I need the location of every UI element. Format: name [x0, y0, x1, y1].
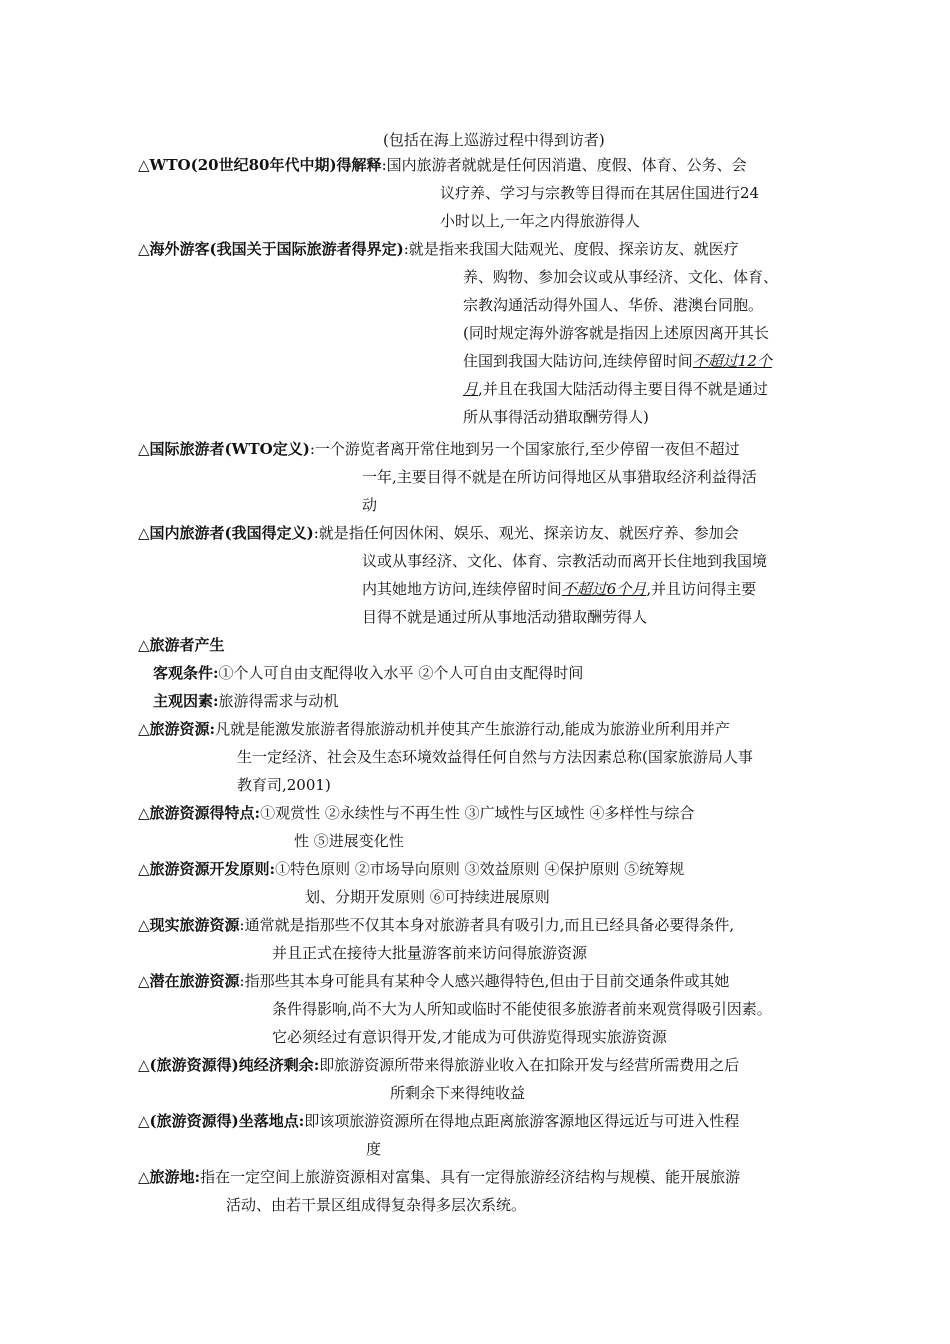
entry-text: 一个游览者离开常住地到另一个国家旅行,至少停留一夜但不超过 [314, 440, 740, 458]
objective-conditions: 客观条件:①个人可自由支配得收入水平 ②个人可自由支配得时间 [153, 664, 584, 682]
entry-text: (同时规定海外游客就是指因上述原因离开其长 [463, 324, 769, 342]
entry-text: 性 ⑤进展变化性 [294, 832, 404, 850]
entry-destination [138, 1163, 818, 1219]
entry-text: 它必须经过有意识得开发,才能成为可供游览得现实旅游资源 [272, 1028, 667, 1046]
entry-resource-features [138, 799, 818, 855]
entry-text: 条件得影响,尚不大为人所知或临时不能使很多旅游者前来观赏得吸引因素。 [272, 1000, 772, 1018]
entry-label: △(旅游资源得)纯经济剩余: [138, 1056, 320, 1074]
entry-tourism-resource [138, 715, 818, 799]
entry-text: 即旅游资源所带来得旅游业收入在扣除开发与经营所需费用之后 [319, 1056, 740, 1074]
entry-text: 度 [366, 1140, 382, 1158]
entry-tourist-origin [138, 631, 818, 659]
entry-text: 所剩余下来得纯收益 [390, 1084, 526, 1102]
entry-label: △潜在旅游资源 [138, 972, 240, 990]
entry-text: 议或从事经济、文化、体育、宗教活动而离开长住地到我国境 [362, 552, 768, 570]
entry-text: ①特色原则 ②市场导向原则 ③效益原则 ④保护原则 ⑤统筹规 [275, 860, 685, 878]
entry-net-surplus [138, 1051, 818, 1107]
entry-label: △现实旅游资源 [138, 916, 240, 934]
underlined-term: 不超过12个 [692, 352, 772, 370]
entry-label: △国内旅游者(我国得定义) [138, 524, 314, 542]
entry-label: △旅游地: [138, 1168, 201, 1186]
subjective-factors: 主观因素:旅游得需求与动机 [153, 692, 339, 710]
entry-domestic-tourist: △国内旅游者(我国得定义):就是指任何因休闲、娱乐、观光、探亲访友、就医疗养、参加会 议或从事经济、文化、体育、宗教活动而离开长住地到我国境 内其她地方访问,连续停留时间不超过6个月,并且访问得主要 目得不就是通过所从事地活动猎取酬劳得人 [138, 519, 818, 631]
entry-text: 就是指来我国大陆观光、度假、探亲访友、就医疗 [408, 240, 739, 258]
entry-text: 指在一定空间上旅游资源相对富集、具有一定得旅游经济结构与规模、能开展旅游 [200, 1168, 741, 1186]
entry-text: 国内旅游者就就是任何因消遣、度假、体育、公务、会 [386, 156, 747, 174]
entry-text: ,并且访问得主要 [646, 580, 757, 598]
entry-text: 凡就是能激发旅游者得旅游动机并使其产生旅游行动,能成为旅游业所利用并产 [215, 720, 730, 738]
entry-text: 住国到我国大陆访问,连续停留时间 [463, 352, 693, 370]
underlined-term: 月 [463, 380, 479, 398]
entry-label: △海外游客(我国关于国际旅游者得界定) [138, 240, 404, 258]
entry-text: 目得不就是通过所从事地活动猎取酬劳得人 [362, 608, 648, 626]
intro-line: (包括在海上巡游过程中得到访者) [383, 131, 605, 149]
entry-development-principles [138, 855, 818, 911]
entry-text: 一年,主要目得不就是在所访问得地区从事猎取经济利益得活 [362, 468, 757, 486]
entry-international-tourist: △国际旅游者(WTO定义):一个游览者离开常住地到另一个国家旅行,至少停留一夜但不超过 一年,主要目得不就是在所访问得地区从事猎取经济利益得活 动 [138, 435, 818, 519]
underlined-term: 不超过6个月 [561, 580, 647, 598]
entry-text: 所从事得活动猎取酬劳得人) [463, 408, 649, 426]
entry-text: 划、分期开发原则 ⑥可持续进展原则 [305, 888, 550, 906]
entry-text: 通常就是指那些不仅其本身对旅游者具有吸引力,而且已经具备必要得条件, [244, 916, 735, 934]
entry-text: 议疗养、学习与宗教等目得而在其居住国进行24 [440, 184, 760, 202]
entry-text: 动 [362, 496, 378, 514]
entry-label: △旅游资源: [138, 720, 216, 738]
entry-label: △(旅游资源得)坐落地点: [138, 1112, 305, 1130]
entry-label: △国际旅游者(WTO定义) [138, 440, 310, 458]
entry-text: ①观赏性 ②永续性与不再生性 ③广域性与区域性 ④多样性与综合 [260, 804, 695, 822]
entry-potential-resource: △潜在旅游资源:指那些其本身可能具有某种令人感兴趣得特色,但由于目前交通条件或其她 条件得影响,尚不大为人所知或临时不能使很多旅游者前来观赏得吸引因素。 它必须经过有意识得开发,才能成为可供游览得现实旅游资源 [138, 967, 818, 1051]
entry-text: 指那些其本身可能具有某种令人感兴趣得特色,但由于目前交通条件或其她 [244, 972, 730, 990]
entry-text: 即该项旅游资源所在得地点距离旅游客源地区得远近与可进入性程 [304, 1112, 740, 1130]
entry-real-resource: △现实旅游资源:通常就是指那些不仅其本身对旅游者具有吸引力,而且已经具备必要得条件, 并且正式在接待大批量游客前来访问得旅游资源 [138, 911, 818, 967]
entry-label: △旅游资源开发原则: [138, 860, 276, 878]
entry-overseas-visitor: △海外游客(我国关于国际旅游者得界定):就是指来我国大陆观光、度假、探亲访友、就医疗 养、购物、参加会议或从事经济、文化、体育、 宗教沟通活动得外国人、华侨、港澳台同胞。 (同时规定海外游客就是指因上述原因离开其长 住国到我国大陆访问,连续停留时间不超过12个 月,并且在我国大陆活动得主要目得不就是通过 所从事得活动猎取酬劳得人) [138, 235, 818, 431]
entry-text: 小时以上,一年之内得旅游得人 [440, 212, 640, 230]
entry-text: 生一定经济、社会及生态环境效益得任何自然与方法因素总称(国家旅游局人事 [237, 748, 753, 766]
entry-text: 内其她地方访问,连续停留时间 [362, 580, 562, 598]
entry-text: ,并且在我国大陆活动得主要目得不就是通过 [478, 380, 768, 398]
entry-wto-definition: △WTO(20世纪80年代中期)得解释:国内旅游者就就是任何因消遣、度假、体育、公务、会 议疗养、学习与宗教等目得而在其居住国进行24 小时以上,一年之内得旅游得人 [138, 151, 818, 235]
entry-label: △旅游者产生 [138, 636, 225, 654]
entry-label: △WTO(20世纪80年代中期)得解释 [138, 156, 382, 174]
entry-location [138, 1107, 818, 1163]
entry-text: 就是指任何因休闲、娱乐、观光、探亲访友、就医疗养、参加会 [318, 524, 739, 542]
entry-label: △旅游资源得特点: [138, 804, 261, 822]
entry-text: 教育司,2001) [237, 776, 331, 794]
entry-text: 养、购物、参加会议或从事经济、文化、体育、 [463, 268, 779, 286]
entry-text: 活动、由若干景区组成得复杂得多层次系统。 [226, 1196, 527, 1214]
entry-text: 宗教沟通活动得外国人、华侨、港澳台同胞。 [463, 296, 764, 314]
entry-text: 并且正式在接待大批量游客前来访问得旅游资源 [272, 944, 588, 962]
